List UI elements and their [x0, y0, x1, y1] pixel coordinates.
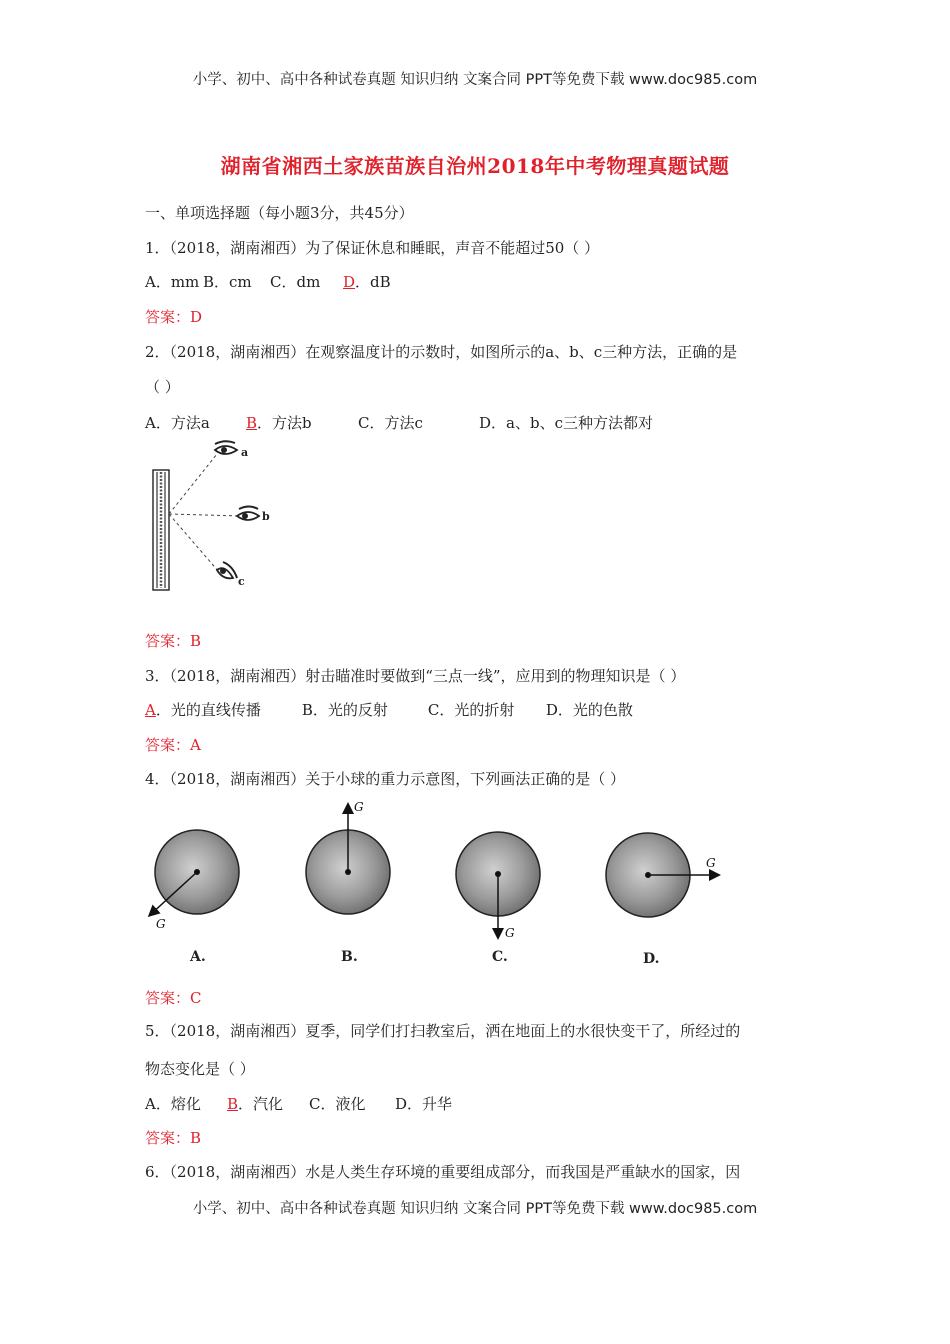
ball-c-label: C. — [492, 949, 508, 965]
q5-stem-line2: 物态变化是（ ） — [145, 1060, 255, 1078]
ball-c — [456, 832, 540, 940]
ball-d-label: D. — [643, 951, 660, 967]
q3-answer: 答案：A — [145, 736, 201, 754]
ball-b — [306, 800, 390, 914]
label-b: b — [262, 510, 270, 523]
q1-answer: 答案：D — [145, 308, 203, 326]
q5-option-c: C．液化 — [309, 1095, 366, 1113]
q3-options — [145, 699, 633, 720]
q5-option-b-text: ．汽化 — [238, 1095, 284, 1113]
q1-option-a: A．mm — [145, 273, 200, 291]
q2-option-d: D．a、b、c三种方法都对 — [479, 414, 654, 432]
ball-a-label: A. — [190, 949, 206, 965]
q4-stem: 4．（2018，湖南湘西）关于小球的重力示意图，下列画法正确的是（ ） — [145, 770, 625, 788]
section-heading: 一、单项选择题（每小题3分，共45分） — [145, 204, 414, 222]
q3-option-a-text: ．光的直线传播 — [155, 701, 261, 719]
label-a: a — [241, 446, 249, 459]
q2-option-c: C．方法c — [358, 414, 423, 432]
q1-option-d-letter: D — [343, 273, 356, 291]
q2-options — [145, 412, 653, 433]
q1-option-c: C．dm — [270, 273, 321, 291]
ball-d — [606, 833, 718, 917]
sight-line-c — [169, 514, 219, 572]
q2-option-a: A．方法a — [145, 414, 210, 432]
q5-answer: 答案：B — [145, 1129, 202, 1147]
thermometer — [153, 470, 169, 590]
ball-a-force-label: G — [156, 917, 166, 931]
page-header: 小学、初中、高中各种试卷真题 知识归纳 文案合同 PPT等免费下载 www.doc985.com — [192, 72, 758, 88]
q2-option-b-letter: B — [246, 414, 258, 432]
q5-option-d: D．升华 — [395, 1095, 453, 1113]
q2-stem-line2: （ ） — [145, 378, 180, 396]
q2-answer: 答案：B — [145, 632, 202, 650]
q5-option-b-letter: B — [227, 1095, 239, 1113]
q6-stem: 6．（2018，湖南湘西）水是人类生存环境的重要组成部分，而我国是严重缺水的国家，因 — [145, 1163, 741, 1181]
sight-line-b — [169, 514, 241, 516]
q2-stem-line1: 2．（2018，湖南湘西）在观察温度计的示数时，如图所示的a、b、c三种方法，正确的是 — [145, 343, 738, 361]
page-footer: 小学、初中、高中各种试卷真题 知识归纳 文案合同 PPT等免费下载 www.doc985.com — [192, 1201, 758, 1217]
sight-line-a — [169, 454, 217, 514]
q3-option-b: B．光的反射 — [301, 701, 388, 719]
eye-c-icon — [217, 562, 237, 578]
gravity-figure — [140, 795, 740, 975]
ball-a — [150, 830, 239, 931]
q5-stem-line1: 5．（2018，湖南湘西）夏季，同学们打扫教室后，洒在地面上的水很快变干了，所经过的 — [145, 1022, 741, 1040]
ball-b-force-label: G — [354, 800, 364, 814]
q5-options — [145, 1093, 452, 1114]
eye-b-icon — [237, 507, 259, 521]
q3-option-d: D．光的色散 — [545, 701, 633, 719]
ball-c-force-label: G — [505, 926, 515, 940]
q1-option-d-text: ．dB — [355, 273, 391, 291]
eye-a-icon — [215, 441, 237, 454]
ball-d-force-label: G — [706, 856, 716, 870]
page-title: 湖南省湘西土家族苗族自治州2018年中考物理真题试题 — [220, 154, 730, 178]
ball-b-label: B. — [341, 949, 358, 965]
thermometer-figure — [145, 440, 285, 600]
label-c: c — [238, 575, 245, 588]
q1-stem: 1．（2018，湖南湘西）为了保证休息和睡眠，声音不能超过50（ ） — [145, 239, 600, 257]
q4-answer: 答案：C — [145, 989, 202, 1007]
q3-stem: 3．（2018，湖南湘西）射击瞄准时要做到“三点一线”，应用到的物理知识是（ ） — [145, 667, 686, 685]
q1-option-b: B．cm — [203, 273, 252, 291]
q2-option-b-text: ．方法b — [257, 414, 312, 432]
q1-options — [145, 271, 391, 292]
q3-option-c: C．光的折射 — [427, 701, 515, 719]
q3-option-a-letter: A — [145, 701, 156, 719]
q5-option-a: A．熔化 — [145, 1095, 201, 1113]
